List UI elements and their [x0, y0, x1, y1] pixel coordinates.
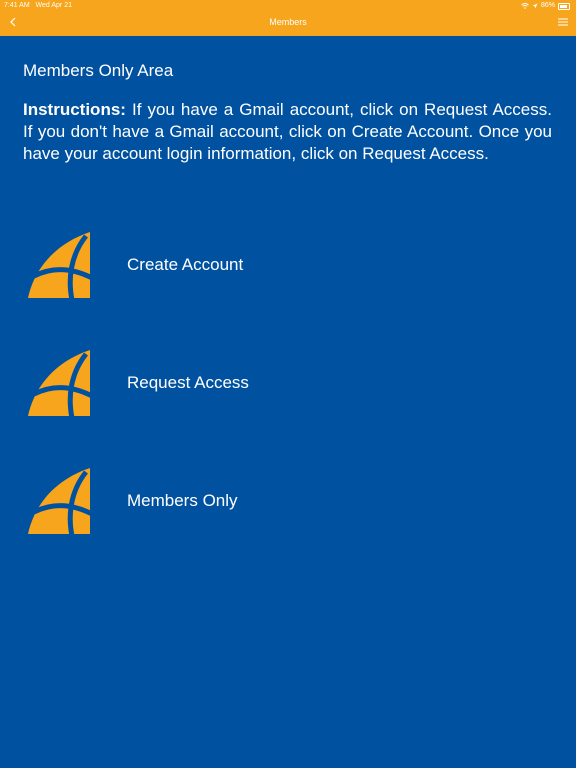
members-only-label: Members Only: [127, 491, 238, 510]
status-indicators: [521, 0, 570, 12]
request-access-label: Request Access: [127, 373, 249, 392]
nav-bar: [0, 12, 576, 36]
create-account-label: Create Account: [127, 255, 244, 274]
battery-icon: [558, 3, 570, 10]
instructions-text: [23, 99, 552, 165]
area-title: Members Only Area: [23, 61, 174, 80]
members-only-item[interactable]: [24, 466, 324, 538]
sail-logo-icon: [24, 230, 98, 300]
hamburger-menu-icon: [558, 18, 568, 26]
instructions-body: If you have a Gmail account, click on Request Access. If you don't have a Gmail account, click on Create Account. Once you have your account login information, click on Request Access.: [23, 100, 552, 163]
status-date: Wed Apr 21: [35, 2, 72, 9]
page-title: Members: [269, 17, 307, 27]
wifi-icon: [521, 3, 529, 9]
instructions-label: Instructions:: [23, 100, 126, 119]
sail-logo-icon: [24, 348, 98, 418]
menu-button[interactable]: [556, 15, 570, 29]
location-icon: [532, 3, 538, 9]
status-time-date: [4, 0, 72, 12]
request-access-item[interactable]: [24, 348, 324, 420]
status-time: 7:41 AM: [4, 2, 30, 9]
battery-percent: 86%: [540, 2, 555, 9]
status-bar: [0, 0, 576, 12]
create-account-item[interactable]: [24, 230, 324, 302]
sail-logo-icon: [24, 466, 98, 536]
